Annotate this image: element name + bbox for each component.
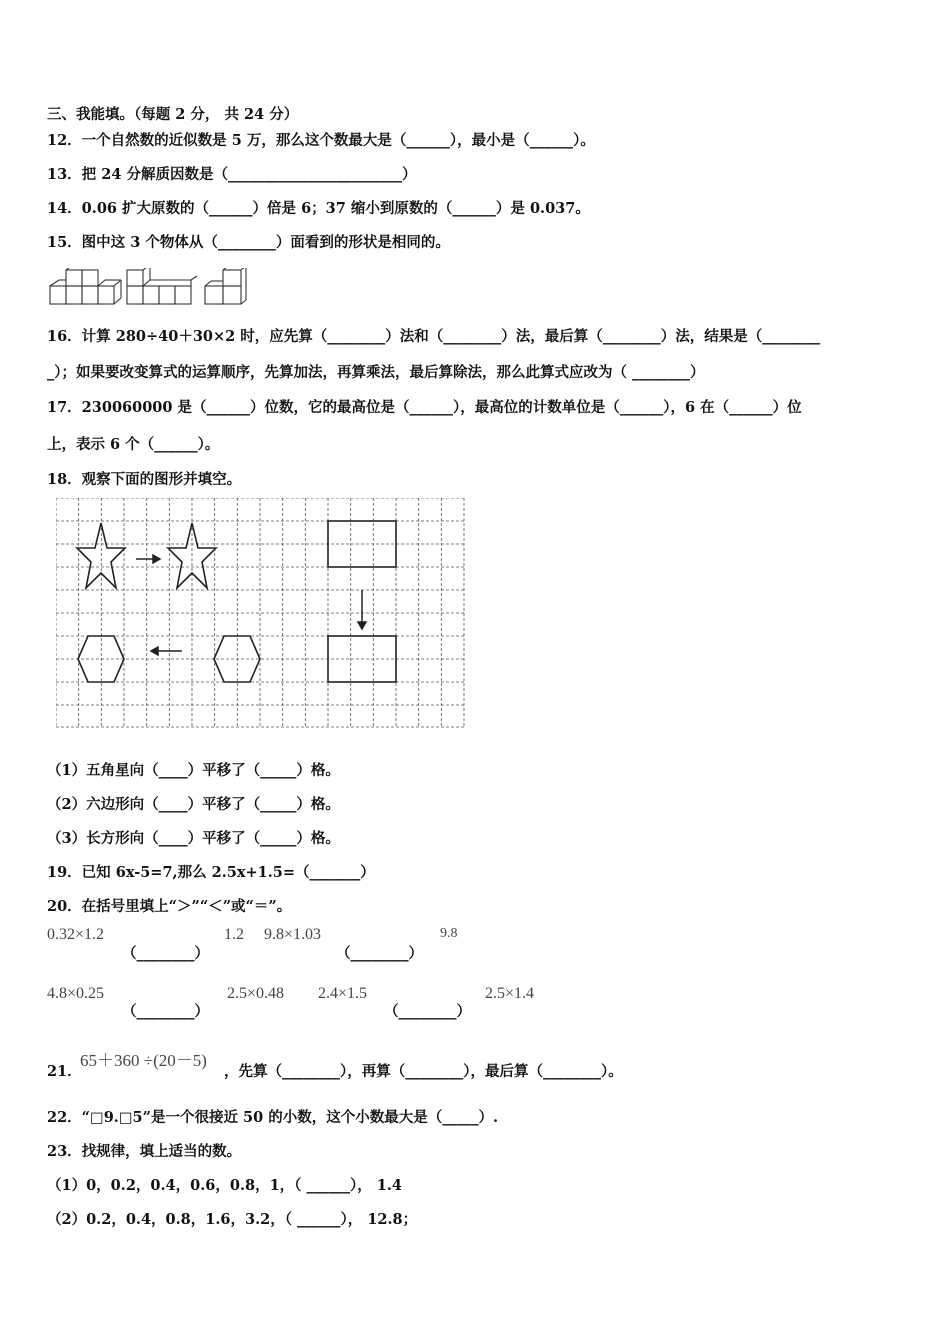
cube-object-3 (205, 268, 246, 304)
question-23-part-2: （2）0.2，0.4，0.8，1.6，3.2，（ ______）， 12.8； (47, 1211, 418, 1228)
q20-expr-1d: 9.8 (440, 926, 458, 941)
q20-expr-1b: 1.2 (224, 926, 244, 943)
q20-expr-1c: 9.8×1.03 (264, 926, 322, 943)
q20-expr-2b: 2.5×0.48 (227, 985, 285, 1002)
question-23-part-1: （1）0，0.2，0.4，0.6，0.8，1，（ ______）， 1.4 (47, 1177, 402, 1194)
q20-expr-2a: 4.8×0.25 (47, 985, 105, 1002)
q20-blank-4[interactable]: （________） (384, 1003, 471, 1020)
question-14: 14．0.06 扩大原数的（______）倍是 6；37 缩小到原数的（______）是 0.037。 (47, 200, 590, 217)
cube-objects-figure (47, 268, 257, 310)
question-16-line-1: 16．计算 280÷40＋30×2 时，应先算（________）法和（________）法，最后算（________）法，结果是（________ (47, 328, 821, 345)
question-23: 23．找规律，填上适当的数。 (47, 1143, 242, 1160)
q20-expr-1a: 0.32×1.2 (47, 926, 105, 943)
question-15: 15．图中这 3 个物体从（________）面看到的形状是相同的。 (47, 234, 450, 251)
q20-expr-2d: 2.5×1.4 (485, 985, 535, 1002)
question-22: 22．“□9.□5”是一个很接近 50 的小数，这个小数最大是（_____）. (47, 1109, 499, 1126)
q20-blank-1[interactable]: （________） (122, 945, 209, 962)
q20-blank-3[interactable]: （________） (122, 1003, 209, 1020)
q20-expr-2c: 2.4×1.5 (318, 985, 368, 1002)
question-18-part-2: （2）六边形向（____）平移了（_____）格。 (47, 796, 340, 813)
question-18: 18．观察下面的图形并填空。 (47, 471, 242, 488)
cube-object-1 (50, 268, 121, 304)
question-18-part-1: （1）五角星向（____）平移了（_____）格。 (47, 762, 340, 779)
question-16-line-2: _）；如果要改变算式的运算顺序，先算加法，再算乘法，最后算除法，那么此算式应改为（ ________） (47, 364, 705, 381)
question-17-line-1: 17．230060000 是（______）位数，它的最高位是（______），最高位的计数单位是（______），6 在（______）位 (47, 399, 802, 416)
q21-expression: 65＋360 ÷(20－5) (80, 1051, 207, 1070)
question-12: 12．一个自然数的近似数是 5 万，那么这个数最大是（______），最小是（______）。 (47, 132, 595, 149)
question-21-number: 21． (47, 1063, 82, 1080)
question-18-part-3: （3）长方形向（____）平移了（_____）格。 (47, 830, 340, 847)
question-13: 13．把 24 分解质因数是（________________________） (47, 166, 417, 183)
question-21-text: ，先算（________），再算（________），最后算（________）。 (224, 1063, 623, 1080)
q20-blank-2[interactable]: （________） (336, 945, 423, 962)
translation-grid-figure (56, 498, 468, 730)
question-19: 19．已知 6x-5=7,那么 2.5x+1.5=（_______） (47, 864, 375, 881)
section-title: 三、我能填。（每题 2 分， 共 24 分） (47, 106, 299, 123)
question-17-line-2: 上，表示 6 个（______）。 (47, 436, 220, 453)
cube-object-2 (127, 268, 197, 304)
question-20: 20．在括号里填上“＞”“＜”或“＝”。 (47, 898, 292, 915)
